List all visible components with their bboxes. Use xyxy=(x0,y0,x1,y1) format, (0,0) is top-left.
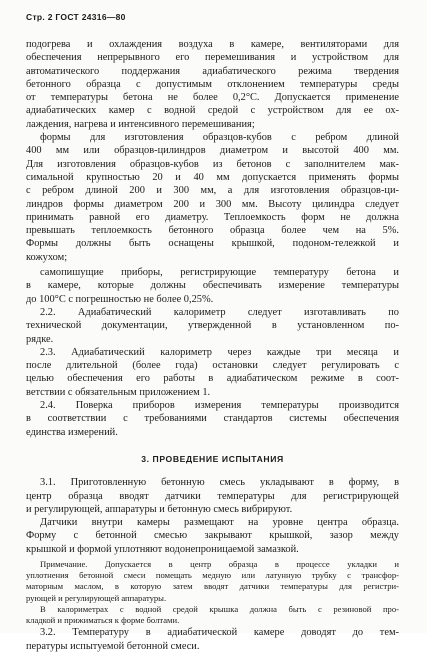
text-line: Примечание. Допускается в центр образца в процессе укладки и xyxy=(40,558,399,569)
text-line: после длительной (более года) остановки следует регулировать с xyxy=(26,360,399,372)
text-line: подогрева и охлаждения воздуха в камере, вентиляторами для xyxy=(26,39,399,50)
text-line: принимать равной его диаметру. Теплоемкость форм не должна xyxy=(26,211,399,223)
text-line: рядке. xyxy=(26,333,54,345)
text-line: Датчики внутри камеры размещают на уровне центра образца. xyxy=(40,517,399,529)
text-line: целью обеспечения его работы в адиабатическом режиме в соот- xyxy=(26,373,399,385)
text-line: кожухом; xyxy=(26,251,68,263)
document-body xyxy=(26,38,399,653)
text-line: автоматического поддержания адиабатического режима твердения xyxy=(26,65,399,77)
text-line: линдров формы диаметром 200 и 300 мм. Высоту цилиндра следует xyxy=(26,198,399,210)
paragraph-recorders xyxy=(26,266,399,306)
paragraph-sensors xyxy=(26,516,399,556)
text-line: и регулирующей, аппаратуры и бетонную смесь вибрируют. xyxy=(26,503,293,515)
text-line: крышкой и формой уплотняют водонепроницаемой замазкой. xyxy=(26,543,299,555)
paragraph-3-2 xyxy=(26,626,399,653)
page-header: Стр. 2 ГОСТ 24316—80 xyxy=(26,12,126,22)
paragraph-forms xyxy=(26,131,399,264)
text-line: единства измерений. xyxy=(26,426,118,438)
text-line: самопишущие приборы, регистрирующие температуру бетона и xyxy=(40,267,399,279)
text-line: 2.2. Адиабатический калориметр следует изготавливать по xyxy=(40,306,399,318)
text-line: В калориметрах с водной средой крышка должна быть с резиновой про- xyxy=(40,603,399,614)
paragraph-2-4 xyxy=(26,399,399,439)
text-line: Для изготовления образцов-кубов из бетонов с заполнителем мак- xyxy=(26,158,399,170)
text-line: адиабатических камер с водной средой с устройством для ее ох- xyxy=(26,105,399,117)
text-line: с ребром длиной 200 и 300 мм, а для изготовления образцов-ци- xyxy=(26,185,399,197)
text-line: рующей и регулирующей аппаратуры. xyxy=(26,592,167,603)
text-line: до 100°С с погрешностью не более 0,25%. xyxy=(26,293,214,305)
paragraph-equipment-chamber xyxy=(26,38,399,131)
text-line: от температуры бетона не более 0,2°С. Допускается применение xyxy=(26,92,399,104)
paragraph-2-3 xyxy=(26,346,399,399)
text-line: в соответствии с требованиями стандартов системы обеспечения xyxy=(26,413,399,425)
text-line: 3.1. Приготовленную бетонную смесь укладывают в форму, в xyxy=(40,477,399,489)
text-line: технической документации, утвержденной в установленном по- xyxy=(26,320,399,332)
text-line: обеспечения непрерывного его перемешивания и устройством для xyxy=(26,52,399,64)
text-line: 2.4. Поверка приборов измерения температуры производится xyxy=(40,400,399,412)
text-line: в камере, которые должны обеспечивать измерение температуры xyxy=(26,280,399,292)
text-line: пературы испытуемой бетонной смеси. xyxy=(26,640,200,652)
paragraph-2-2 xyxy=(26,306,399,346)
section-title: 3. ПРОВЕДЕНИЕ ИСПЫТАНИЯ xyxy=(141,453,284,464)
text-line: уплотнения бетонной смеси помещать медную или латунную трубку с трансфор- xyxy=(26,570,399,581)
text-line: Форму с бетонной смесью закрывают крышкой, зазор между xyxy=(26,530,399,542)
text-line: 3.2. Температуру в адиабатической камере доводят до тем- xyxy=(40,627,399,639)
text-line: симальной крупностью 20 и 40 мм допускается применять формы xyxy=(26,171,399,183)
text-line: бетонного образца с допустимым отклонением температуры среды xyxy=(26,78,399,90)
text-line: 2.3. Адиабатический калориметр через каждые три месяца и xyxy=(40,346,399,358)
text-line: формы для изготовления образцов-кубов с ребром длиной xyxy=(40,132,399,144)
text-line: центр образца вводят датчики температуры для регистрирующей xyxy=(26,490,399,502)
text-line: превышать теплоемкость бетонного образца более чем на 5%. xyxy=(26,225,399,237)
text-line: лаждения, нагрева и интенсивного перемешивания; xyxy=(26,118,255,130)
note-paragraph xyxy=(26,604,399,626)
text-line: кладкой и прижиматься к форме болтами. xyxy=(26,615,180,625)
note-paragraph xyxy=(26,559,399,604)
text-line: маторным маслом, в которую затем вводят датчики температуры для регистри- xyxy=(26,581,399,592)
text-line: ветствии с обязательным приложением 1. xyxy=(26,386,211,398)
paragraph-3-1 xyxy=(26,476,399,516)
text-line: Формы должны быть оснащены крышкой, подоном-тележкой и xyxy=(26,238,399,250)
text-line: 400 мм или образцов-цилиндров диаметром и высотой 400 мм. xyxy=(26,145,399,157)
